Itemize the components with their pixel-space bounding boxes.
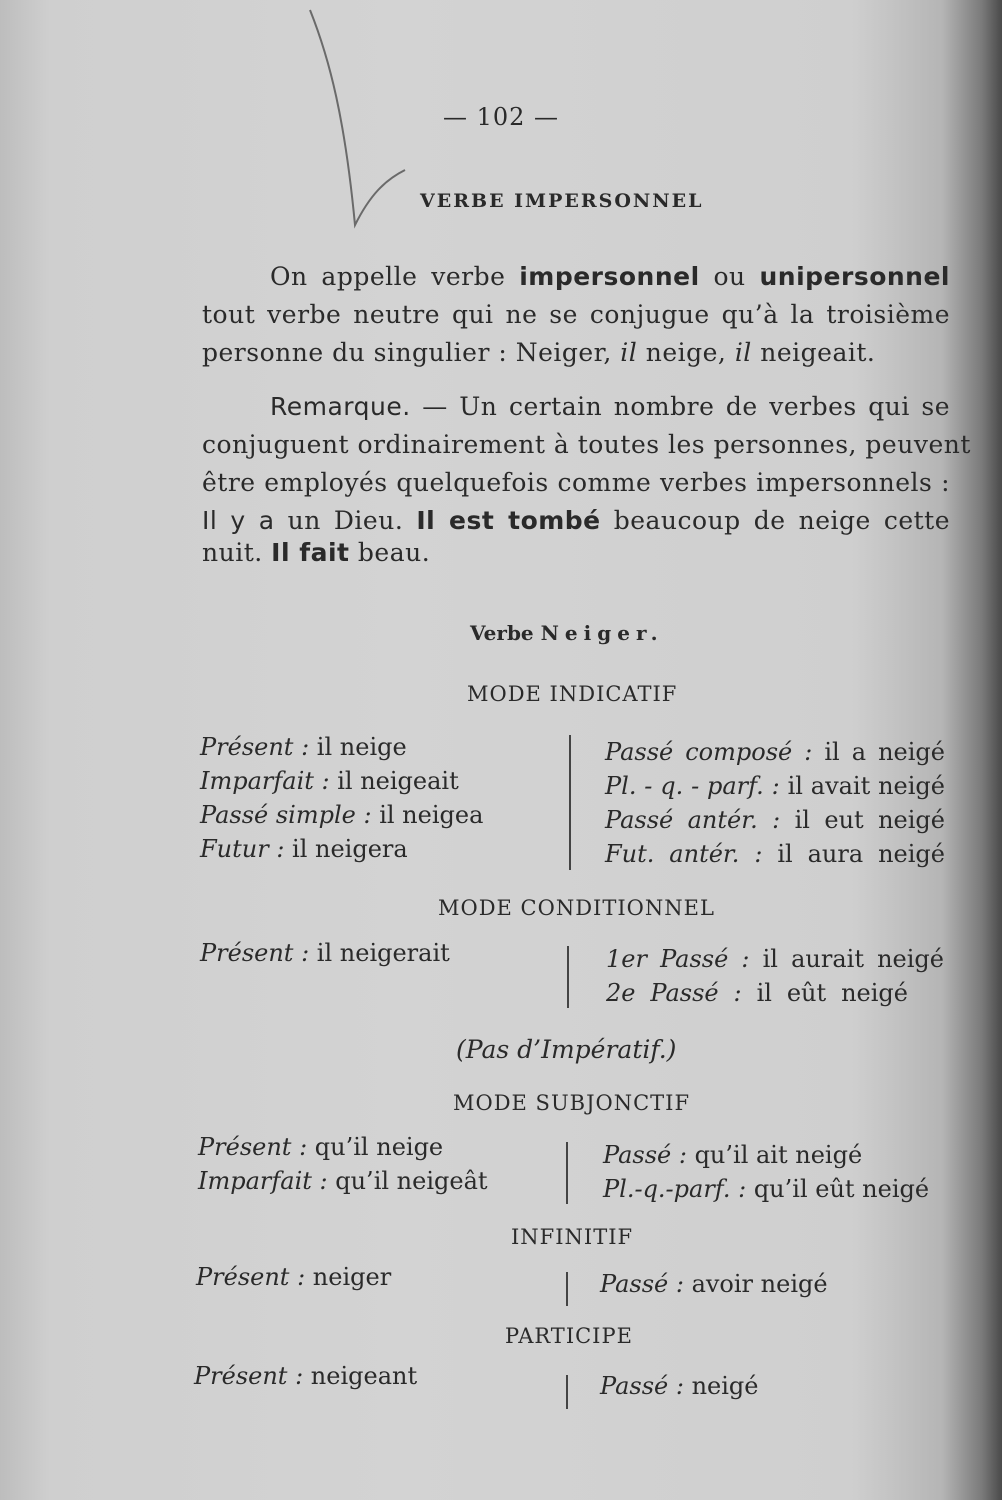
column-divider: [566, 1272, 568, 1306]
subjonctif-left-column: [198, 1130, 488, 1198]
remark-line-3: être employés quelquefois comme verbes impersonnels :: [202, 468, 950, 497]
indicatif-left-column: [200, 730, 483, 866]
infinitif-present: Présent : neiger: [196, 1263, 392, 1291]
heading-mode-indicatif: MODE INDICATIF: [467, 682, 678, 706]
conditionnel-2e-passe: 2e Passé : il eût neigé: [606, 979, 908, 1007]
heading-mode-subjonctif: MODE SUBJONCTIF: [453, 1091, 691, 1115]
indicatif-passe-simple: Passé simple : il neigea: [200, 801, 484, 829]
column-divider: [566, 1375, 568, 1409]
remark-paragraph: [202, 388, 971, 572]
subjonctif-passe: Passé : qu’il ait neigé: [603, 1141, 863, 1169]
section-title: VERBE IMPERSONNEL: [420, 190, 704, 212]
indicatif-imparfait: Imparfait : il neigeait: [200, 767, 459, 795]
subjonctif-plus-que-parfait: Pl.-q.-parf. : qu’il eût neigé: [603, 1175, 930, 1203]
indicatif-futur: Futur : il neigera: [200, 835, 408, 863]
indicatif-plus-que-parfait: Pl. - q. - parf. : il avait neigé: [605, 772, 945, 800]
participe-passe: Passé : neigé: [600, 1372, 759, 1400]
definition-line-3: personne du singulier : Neiger, il neige, il neigeait.: [202, 338, 876, 367]
definition-line-1: On appelle verbe impersonnel ou unipersonnel: [270, 262, 950, 291]
indicatif-futur-anterieur: Fut. antér. : il aura neigé: [605, 840, 945, 868]
subjonctif-present: Présent : qu’il neige: [198, 1133, 444, 1161]
indicatif-right-column: [605, 735, 945, 871]
column-divider: [569, 735, 571, 870]
verb-heading: Verbe Neiger.: [470, 621, 664, 645]
subjonctif-imparfait: Imparfait : qu’il neigeât: [198, 1167, 488, 1195]
definition-line-2: tout verbe neutre qui ne se conjugue qu’à la troisième: [202, 300, 950, 329]
conditionnel-present: Présent : il neigerait: [200, 939, 450, 967]
infinitif-passe: Passé : avoir neigé: [600, 1270, 828, 1298]
heading-participe: PARTICIPE: [505, 1324, 633, 1348]
heading-mode-conditionnel: MODE CONDITIONNEL: [438, 896, 715, 920]
remark-line-1: Remarque. — Un certain nombre de verbes qui se: [270, 392, 950, 421]
participe-present: Présent : neigeant: [194, 1362, 418, 1390]
page-number: — 102 —: [442, 103, 560, 131]
subjonctif-right-column: [603, 1138, 929, 1206]
term-unipersonnel: unipersonnel: [759, 262, 950, 291]
remark-line-2: conjuguent ordinairement à toutes les personnes, peuvent: [202, 430, 971, 459]
indicatif-passe-compose: Passé composé : il a neigé: [605, 738, 945, 766]
definition-paragraph: [202, 258, 950, 372]
conditionnel-1er-passe: 1er Passé : il aurait neigé: [606, 945, 944, 973]
remark-label: Remarque.: [270, 392, 411, 421]
heading-infinitif: INFINITIF: [511, 1225, 634, 1249]
indicatif-passe-anterieur: Passé antér. : il eut neigé: [605, 806, 945, 834]
indicatif-present: Présent : il neige: [200, 733, 407, 761]
imperatif-note: (Pas d’Impératif.): [456, 1035, 677, 1064]
column-divider: [567, 946, 569, 1008]
remark-line-5: nuit. Il fait beau.: [202, 538, 431, 567]
conditionnel-right-column: [606, 942, 944, 1010]
column-divider: [566, 1142, 568, 1204]
conditionnel-left-column: [200, 936, 450, 970]
remark-line-4: Il y a un Dieu. Il est tombé beaucoup de neige cette: [202, 506, 951, 535]
term-impersonnel: impersonnel: [519, 262, 700, 291]
